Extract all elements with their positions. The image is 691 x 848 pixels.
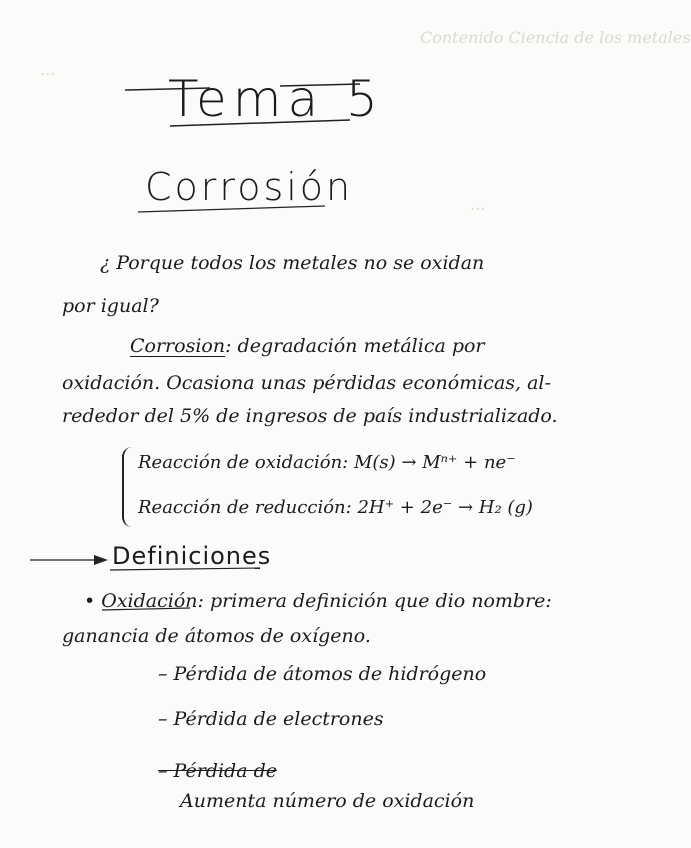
reduction-reaction [138, 497, 533, 518]
notebook-page: Contenido Ciencia de los metales ... ... Tema 5 Corrosión ¿ Porque todos los metales no se oxidan por igual? Corrosion: degradación metálica por oxidación. Ocasiona unas pérdidas económicas, al- rededor del 5% de ingresos de país industrializado. Reacción de oxidación: M(s) → Mⁿ⁺ + ne⁻ Reacción de reducción: 2H⁺ + 2e⁻ → H₂ (g) Definiciones • Oxidación: primera definición que dio nombre: ganancia de átomos de oxígeno. – Pérdida de átomos de hidrógeno – Pérdida de electrones – Pérdida de Aumenta número de oxidación [0, 0, 600, 848]
oxidation-reaction-formula: M(s) → Mⁿ⁺ + ne⁻ [353, 452, 516, 473]
oxidation-item-1: – Pérdida de átomos de hidrógeno [158, 663, 487, 685]
corrosion-definition-line-1 [130, 335, 485, 357]
reduction-reaction-formula: 2H⁺ + 2e⁻ → H₂ (g) [357, 497, 533, 518]
corrosion-definition-rest: : degradación metálica por [225, 335, 485, 357]
oxidation-struck-item: – Pérdida de [158, 760, 277, 782]
oxidation-reaction [138, 452, 516, 473]
page-subtitle: Corrosión [145, 165, 354, 209]
question-line-2: por igual? [62, 295, 159, 317]
reduction-reaction-label: Reacción de reducción: [138, 497, 352, 518]
question-line-1: ¿ Porque todos los metales no se oxidan [100, 252, 485, 274]
oxidation-definition-line-2: ganancia de átomos de oxígeno. [62, 625, 371, 647]
oxidation-definition-line-1 [84, 590, 552, 612]
oxidation-reaction-label: Reacción de oxidación: [138, 452, 349, 473]
definitions-heading: Definiciones [112, 542, 272, 570]
corrosion-definition-line-2: oxidación. Ocasiona unas pérdidas económicas, al- [62, 372, 551, 394]
bullet-icon: • [84, 590, 96, 612]
oxidation-term: Oxidación [101, 590, 198, 612]
corrosion-term: Corrosion [130, 335, 226, 357]
reaction-brace [122, 447, 136, 527]
corrosion-definition-line-3: rededor del 5% de ingresos de país industrializado. [62, 405, 558, 427]
oxidation-item-3: Aumenta número de oxidación [180, 790, 475, 812]
oxidation-item-2: – Pérdida de electrones [158, 708, 384, 730]
page-title: Tema 5 [168, 70, 384, 128]
oxidation-definition-rest: : primera definición que dio nombre: [197, 590, 552, 612]
